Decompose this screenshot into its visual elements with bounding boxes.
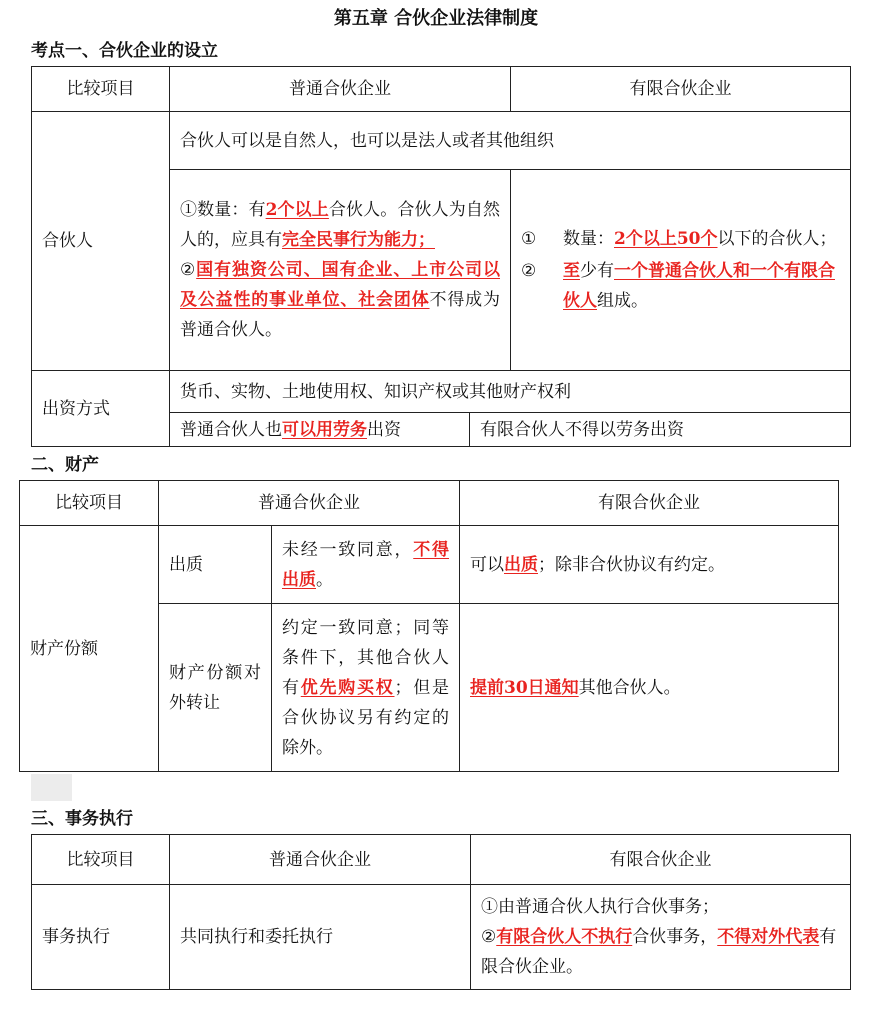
share-label: 财产份额: [20, 526, 159, 772]
table-header-row: [20, 481, 839, 526]
header-limited: 有限合伙企业: [471, 835, 851, 885]
table-row: [32, 885, 851, 990]
transfer-limited: 提前30日通知其他合伙人。: [460, 604, 839, 772]
header-general: 普通合伙企业: [170, 67, 511, 112]
partner-label: 合伙人: [32, 112, 170, 371]
partner-common: 合伙人可以是自然人，也可以是法人或者其他组织: [170, 112, 851, 170]
table-row: [32, 371, 851, 413]
header-compare: 比较项目: [32, 67, 170, 112]
section2-heading: 二、财产: [31, 455, 99, 475]
section1-table: [31, 66, 851, 447]
contribution-label: 出资方式: [32, 371, 170, 447]
table-header-row: [32, 835, 851, 885]
partner-limited-cell: ① 数量：2个以上50个以下的合伙人； ② 至少有一个普通合伙人和一个有限合伙人组成。: [511, 170, 851, 371]
transfer-general: 约定一致同意；同等条件下，其他合伙人有优先购买权；但是合伙协议另有约定的除外。: [272, 604, 460, 772]
exec-label: 事务执行: [32, 885, 170, 990]
contribution-general: 普通合伙人也可以用劳务出资: [170, 413, 470, 447]
header-general: 普通合伙企业: [159, 481, 460, 526]
header-compare: 比较项目: [20, 481, 159, 526]
header-limited: 有限合伙企业: [511, 67, 851, 112]
contribution-common: 货币、实物、土地使用权、知识产权或其他财产权利: [170, 371, 851, 413]
exec-general: 共同执行和委托执行: [170, 885, 471, 990]
exec-limited: ①由普通合伙人执行合伙事务； ②有限合伙人不执行合伙事务，不得对外代表有限合伙企业。: [471, 885, 851, 990]
header-limited: 有限合伙企业: [460, 481, 839, 526]
partner-general-cell: ①数量：有2个以上合伙人。合伙人为自然人的，应具有完全民事行为能力； ②国有独资公司、国有企业、上市公司以及公益性的事业单位、社会团体不得成为普通合伙人。: [170, 170, 511, 371]
transfer-label: 财产份额对外转让: [159, 604, 272, 772]
header-compare: 比较项目: [32, 835, 170, 885]
section3-table: [31, 834, 851, 990]
header-general: 普通合伙企业: [170, 835, 471, 885]
table-header-row: [32, 67, 851, 112]
table-row: [32, 112, 851, 170]
document-title: 第五章 合伙企业法律制度: [333, 8, 539, 29]
gray-block: [31, 774, 72, 801]
section3-heading: 三、事务执行: [31, 809, 133, 829]
pledge-general: 未经一致同意，不得出质。: [272, 526, 460, 604]
table-row: [20, 526, 839, 604]
section2-table: [19, 480, 839, 772]
pledge-limited: 可以出质；除非合伙协议有约定。: [460, 526, 839, 604]
pledge-label: 出质: [159, 526, 272, 604]
contribution-limited: 有限合伙人不得以劳务出资: [470, 413, 851, 447]
section1-heading: 考点一、合伙企业的设立: [31, 41, 218, 61]
